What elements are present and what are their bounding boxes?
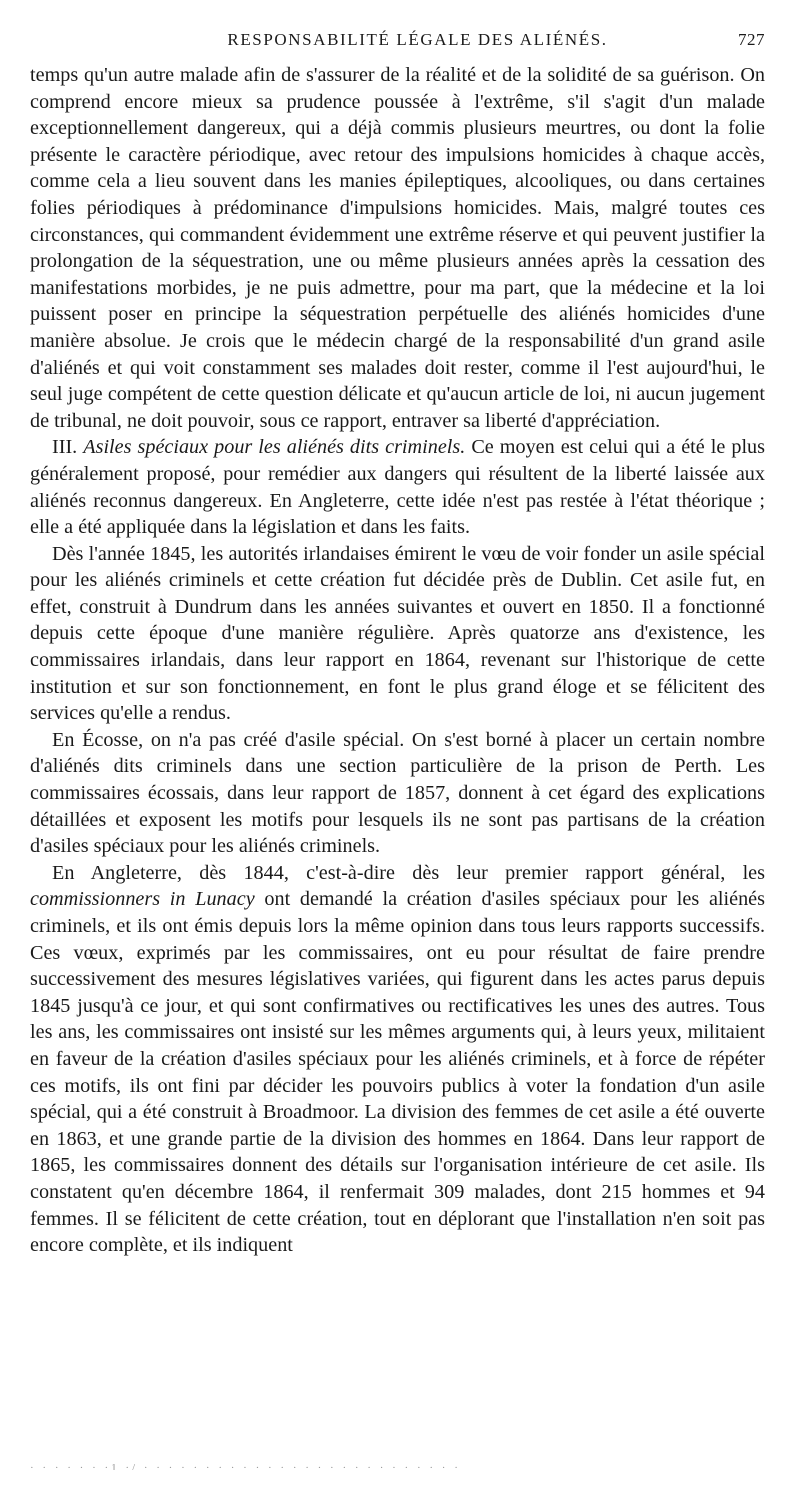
paragraph-ireland [30,541,765,727]
paragraph-text: Ce moyen est celui qui a été le plus généralement proposé, pour remédier aux dangers qui résultent de la liberté laissée aux aliénés reconnus dangereux. En Angleterre, cette idée n'est pas restée à l'état théorique ; elle a été appliquée dans la législation et dans les faits. [30,436,766,539]
paragraph-text-before: En Angleterre, dès 1844, c'est-à-dire dès leur premier rapport général, les [52,861,765,884]
paragraph-text: Dès l'année 1845, les autorités irlandaises émirent le vœu de voir fonder un asile spécial pour les aliénés criminels et cette création fut décidée près de Dublin. Cet asile fut, en effet, construit à Dundrum dans les années suivantes et ouvert en 1850. Il a fonctionné depuis cette époque d'une manière régulière. Après quatorze ans d'existence, les commissaires irlandais, dans leur rapport en 1864, revenant sur l'historique de cette institution et sur son fonctionnement, en font le plus grand éloge et se félicitent des services qu'elle a rendus. [30,542,765,725]
italic-term: commissionners in Lunacy [30,888,255,911]
section-number: III. [52,436,78,459]
paragraph-text: En Écosse, on n'a pas créé d'asile spécial. On s'est borné à placer un certain nombre d'aliénés dits criminels dans une section particulière de la prison de Perth. Les commissaires écossais, dans leur rapport de 1857, donnent à cet égard des explications détaillées et exposent les motifs pour lesquels ils ne sont pas partisans de la création d'asiles spéciaux pour les aliénés criminels. [30,728,765,858]
paragraph-scotland [30,727,765,860]
cut-off-footnote-line: · · · · · · ·1 ·/ · · · · · · · · · · · · · · · · · · · · · · · · · · [30,1462,461,1470]
paragraph-continuation [30,62,765,434]
page-number: 727 [738,30,765,49]
running-title: RESPONSABILITÉ LÉGALE DES ALIÉNÉS. [227,30,608,49]
running-header [30,30,765,54]
section-heading: Asiles spéciaux pour les aliénés dits criminels. [83,436,466,459]
document-page [30,30,765,1259]
paragraph-england [30,860,765,1259]
paragraph-text: ont demandé la création d'asiles spéciaux pour les aliénés criminels, et ils ont émis depuis lors la même opinion dans tous leurs rapports successifs. Ces vœux, exprimés par les commissaires, ont eu pour résultat de faire prendre successivement des mesures législatives variées, qui figurent dans les actes parus depuis 1845 jusqu'à ce jour, et qui sont confirmatives ou rectificatives les unes des autres. Tous les ans, les commissaires ont insisté sur les mêmes arguments qui, à leurs yeux, militaient en faveur de la création d'asiles spéciaux pour les aliénés criminels, et à force de répéter ces motifs, ils ont fini par décider les pouvoirs publics à voter la fondation d'un asile spécial, qui a été construit à Broadmoor. La division des femmes de cet asile a été ouverte en 1863, et une grande partie de la division des hommes en 1864. Dans leur rapport de 1865, les commissaires donnent des détails sur l'organisation intérieure de cet asile. Ils constatent qu'en décembre 1864, il renfermait 309 malades, dont 215 hommes et 94 femmes. Il se félicitent de cette création, tout en déplorant que l'installation n'en soit pas encore complète, et ils indiquent [30,888,765,1257]
body-text [30,62,765,1259]
paragraph-section-iii [30,434,765,540]
paragraph-text: temps qu'un autre malade afin de s'assurer de la réalité et de la solidité de sa guérison. On comprend encore mieux sa prudence poussée à l'extrême, s'il s'agit d'un malade exceptionnellement dangereux, qui a déjà commis plusieurs meurtres, ou dont la folie présente le caractère périodique, avec retour des impulsions homicides à chaque accès, comme cela a lieu souvent dans les manies épileptiques, alcooliques, ou dans certaines folies périodiques à prédominance d'impulsions homicides. Mais, malgré toutes ces circonstances, qui commandent évidemment une extrême réserve et qui peuvent justifier la prolongation de la séquestration, une ou même plusieurs années après la cessation des manifestations morbides, je ne puis admettre, pour ma part, que la médecine et la loi puissent poser en principe la séquestration perpétuelle des aliénés homicides d'une manière absolue. Je crois que le médecin chargé de la responsabilité d'un grand asile d'aliénés et qui voit constamment ses malades doit rester, comme il l'est aujourd'hui, le seul juge compétent de cette question délicate et qu'aucun article de loi, ni aucun jugement de tribunal, ne doit pouvoir, sous ce rapport, entraver sa liberté d'appréciation. [30,64,765,432]
